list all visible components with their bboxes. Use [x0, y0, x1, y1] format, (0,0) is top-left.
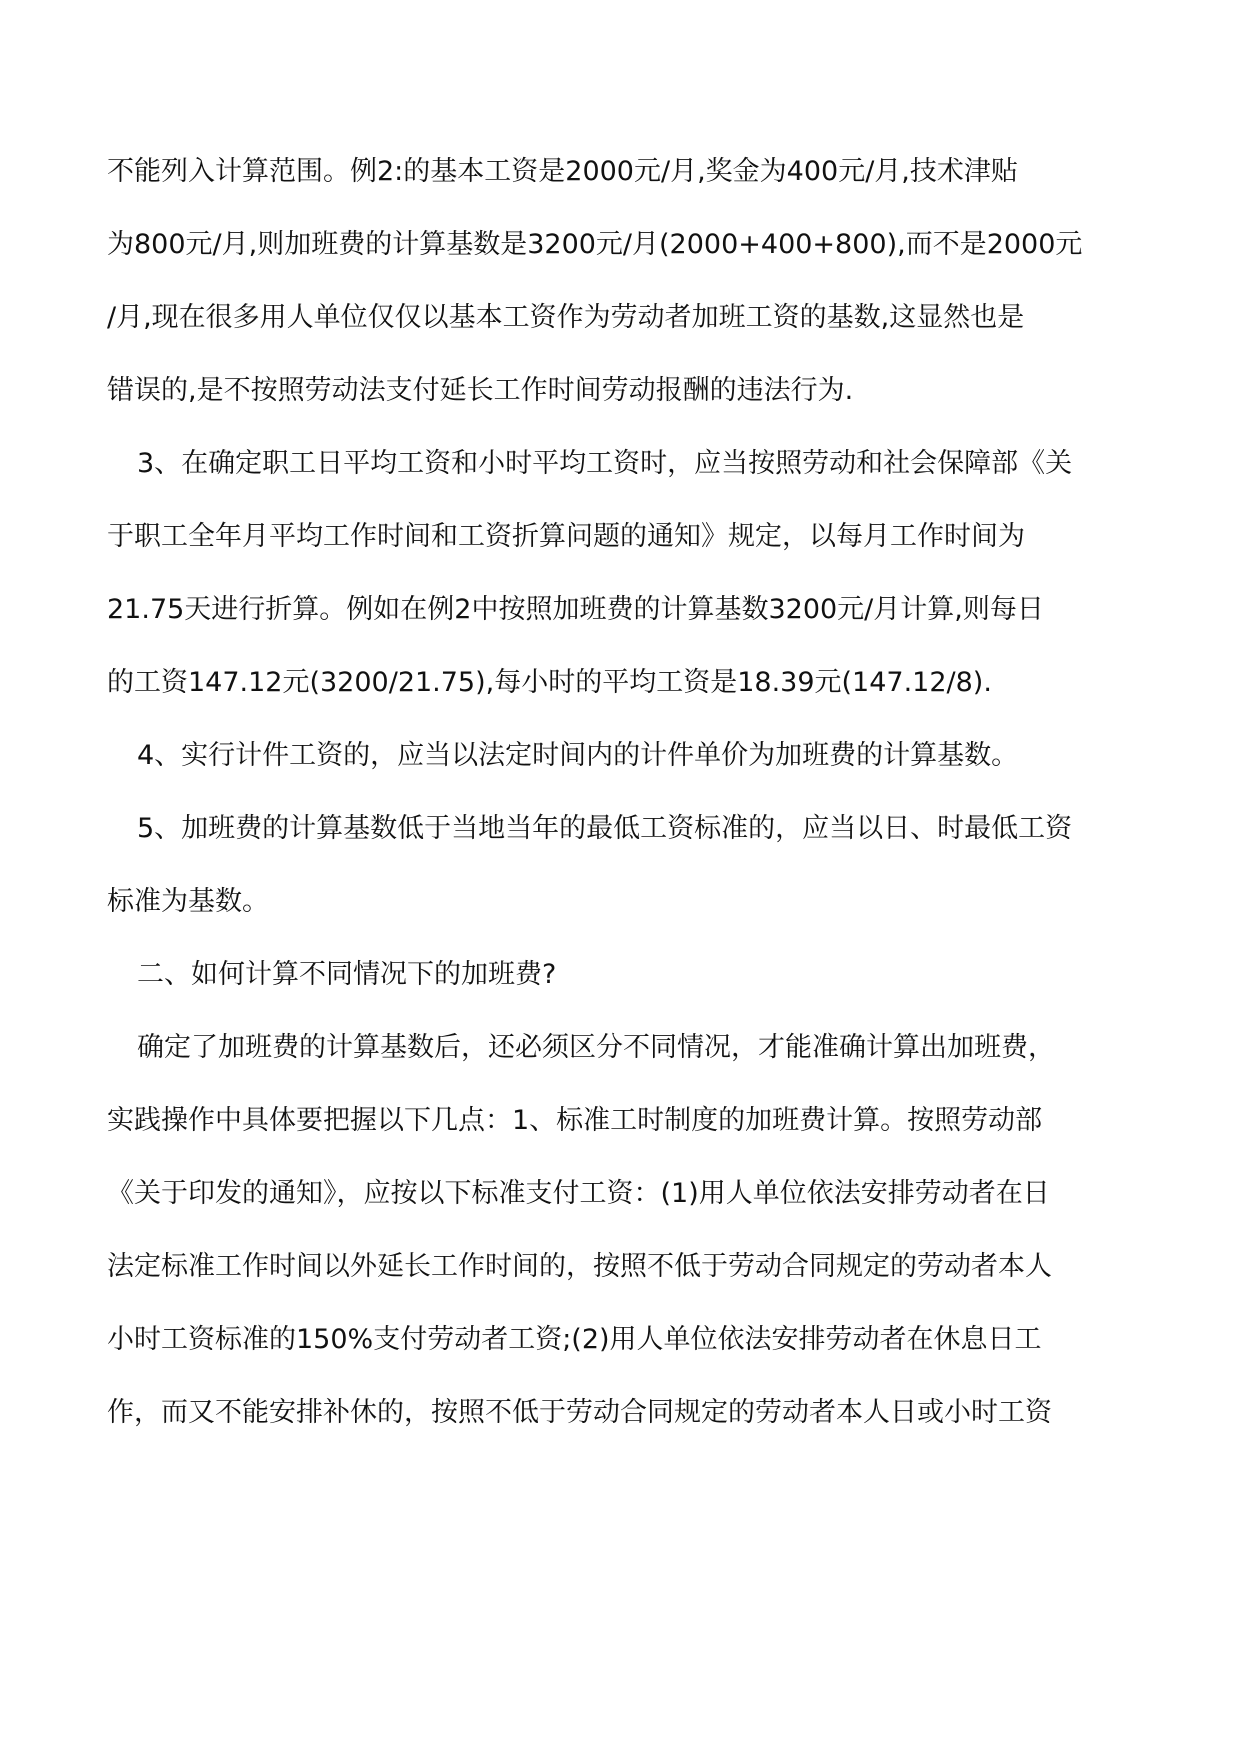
text-line-3: /月,现在很多用人单位仅仅以基本工资作为劳动者加班工资的基数,这显然也是	[107, 302, 1025, 333]
section-heading: 二、如何计算不同情况下的加班费?	[137, 959, 557, 990]
text-line-18: 作，而又不能安排补休的，按照不低于劳动合同规定的劳动者本人日或小时工资	[107, 1397, 1052, 1428]
text-line-6: 于职工全年月平均工作时间和工资折算问题的通知》规定，以每月工作时间为	[107, 521, 1025, 552]
text-line-5: 3、在确定职工日平均工资和小时平均工资时，应当按照劳动和社会保障部《关	[137, 448, 1073, 479]
text-line-13: 确定了加班费的计算基数后，还必须区分不同情况，才能准确计算出加班费，	[137, 1032, 1055, 1063]
text-line-15: 《关于印发的通知》，应按以下标准支付工资：(1)用人单位依法安排劳动者在日	[107, 1178, 1050, 1209]
text-line-4: 错误的,是不按照劳动法支付延长工作时间劳动报酬的违法行为.	[107, 375, 854, 406]
text-line-1: 不能列入计算范围。例2:的基本工资是2000元/月,奖金为400元/月,技术津贴	[107, 156, 1018, 187]
text-line-14: 实践操作中具体要把握以下几点：1、标准工时制度的加班费计算。按照劳动部	[107, 1105, 1043, 1136]
text-line-9: 4、实行计件工资的，应当以法定时间内的计件单价为加班费的计算基数。	[137, 740, 1019, 771]
text-line-16: 法定标准工作时间以外延长工作时间的，按照不低于劳动合同规定的劳动者本人	[107, 1251, 1052, 1282]
text-line-10: 5、加班费的计算基数低于当地当年的最低工资标准的，应当以日、时最低工资	[137, 813, 1073, 844]
text-line-2: 为800元/月,则加班费的计算基数是3200元/月(2000+400+800),而不是2000元	[107, 229, 1083, 260]
text-line-7: 21.75天进行折算。例如在例2中按照加班费的计算基数3200元/月计算,则每日	[107, 594, 1044, 625]
text-line-17: 小时工资标准的150%支付劳动者工资;(2)用人单位依法安排劳动者在休息日工	[107, 1324, 1042, 1355]
text-line-11: 标准为基数。	[107, 886, 269, 917]
text-line-8: 的工资147.12元(3200/21.75),每小时的平均工资是18.39元(147.12/8).	[107, 667, 992, 698]
